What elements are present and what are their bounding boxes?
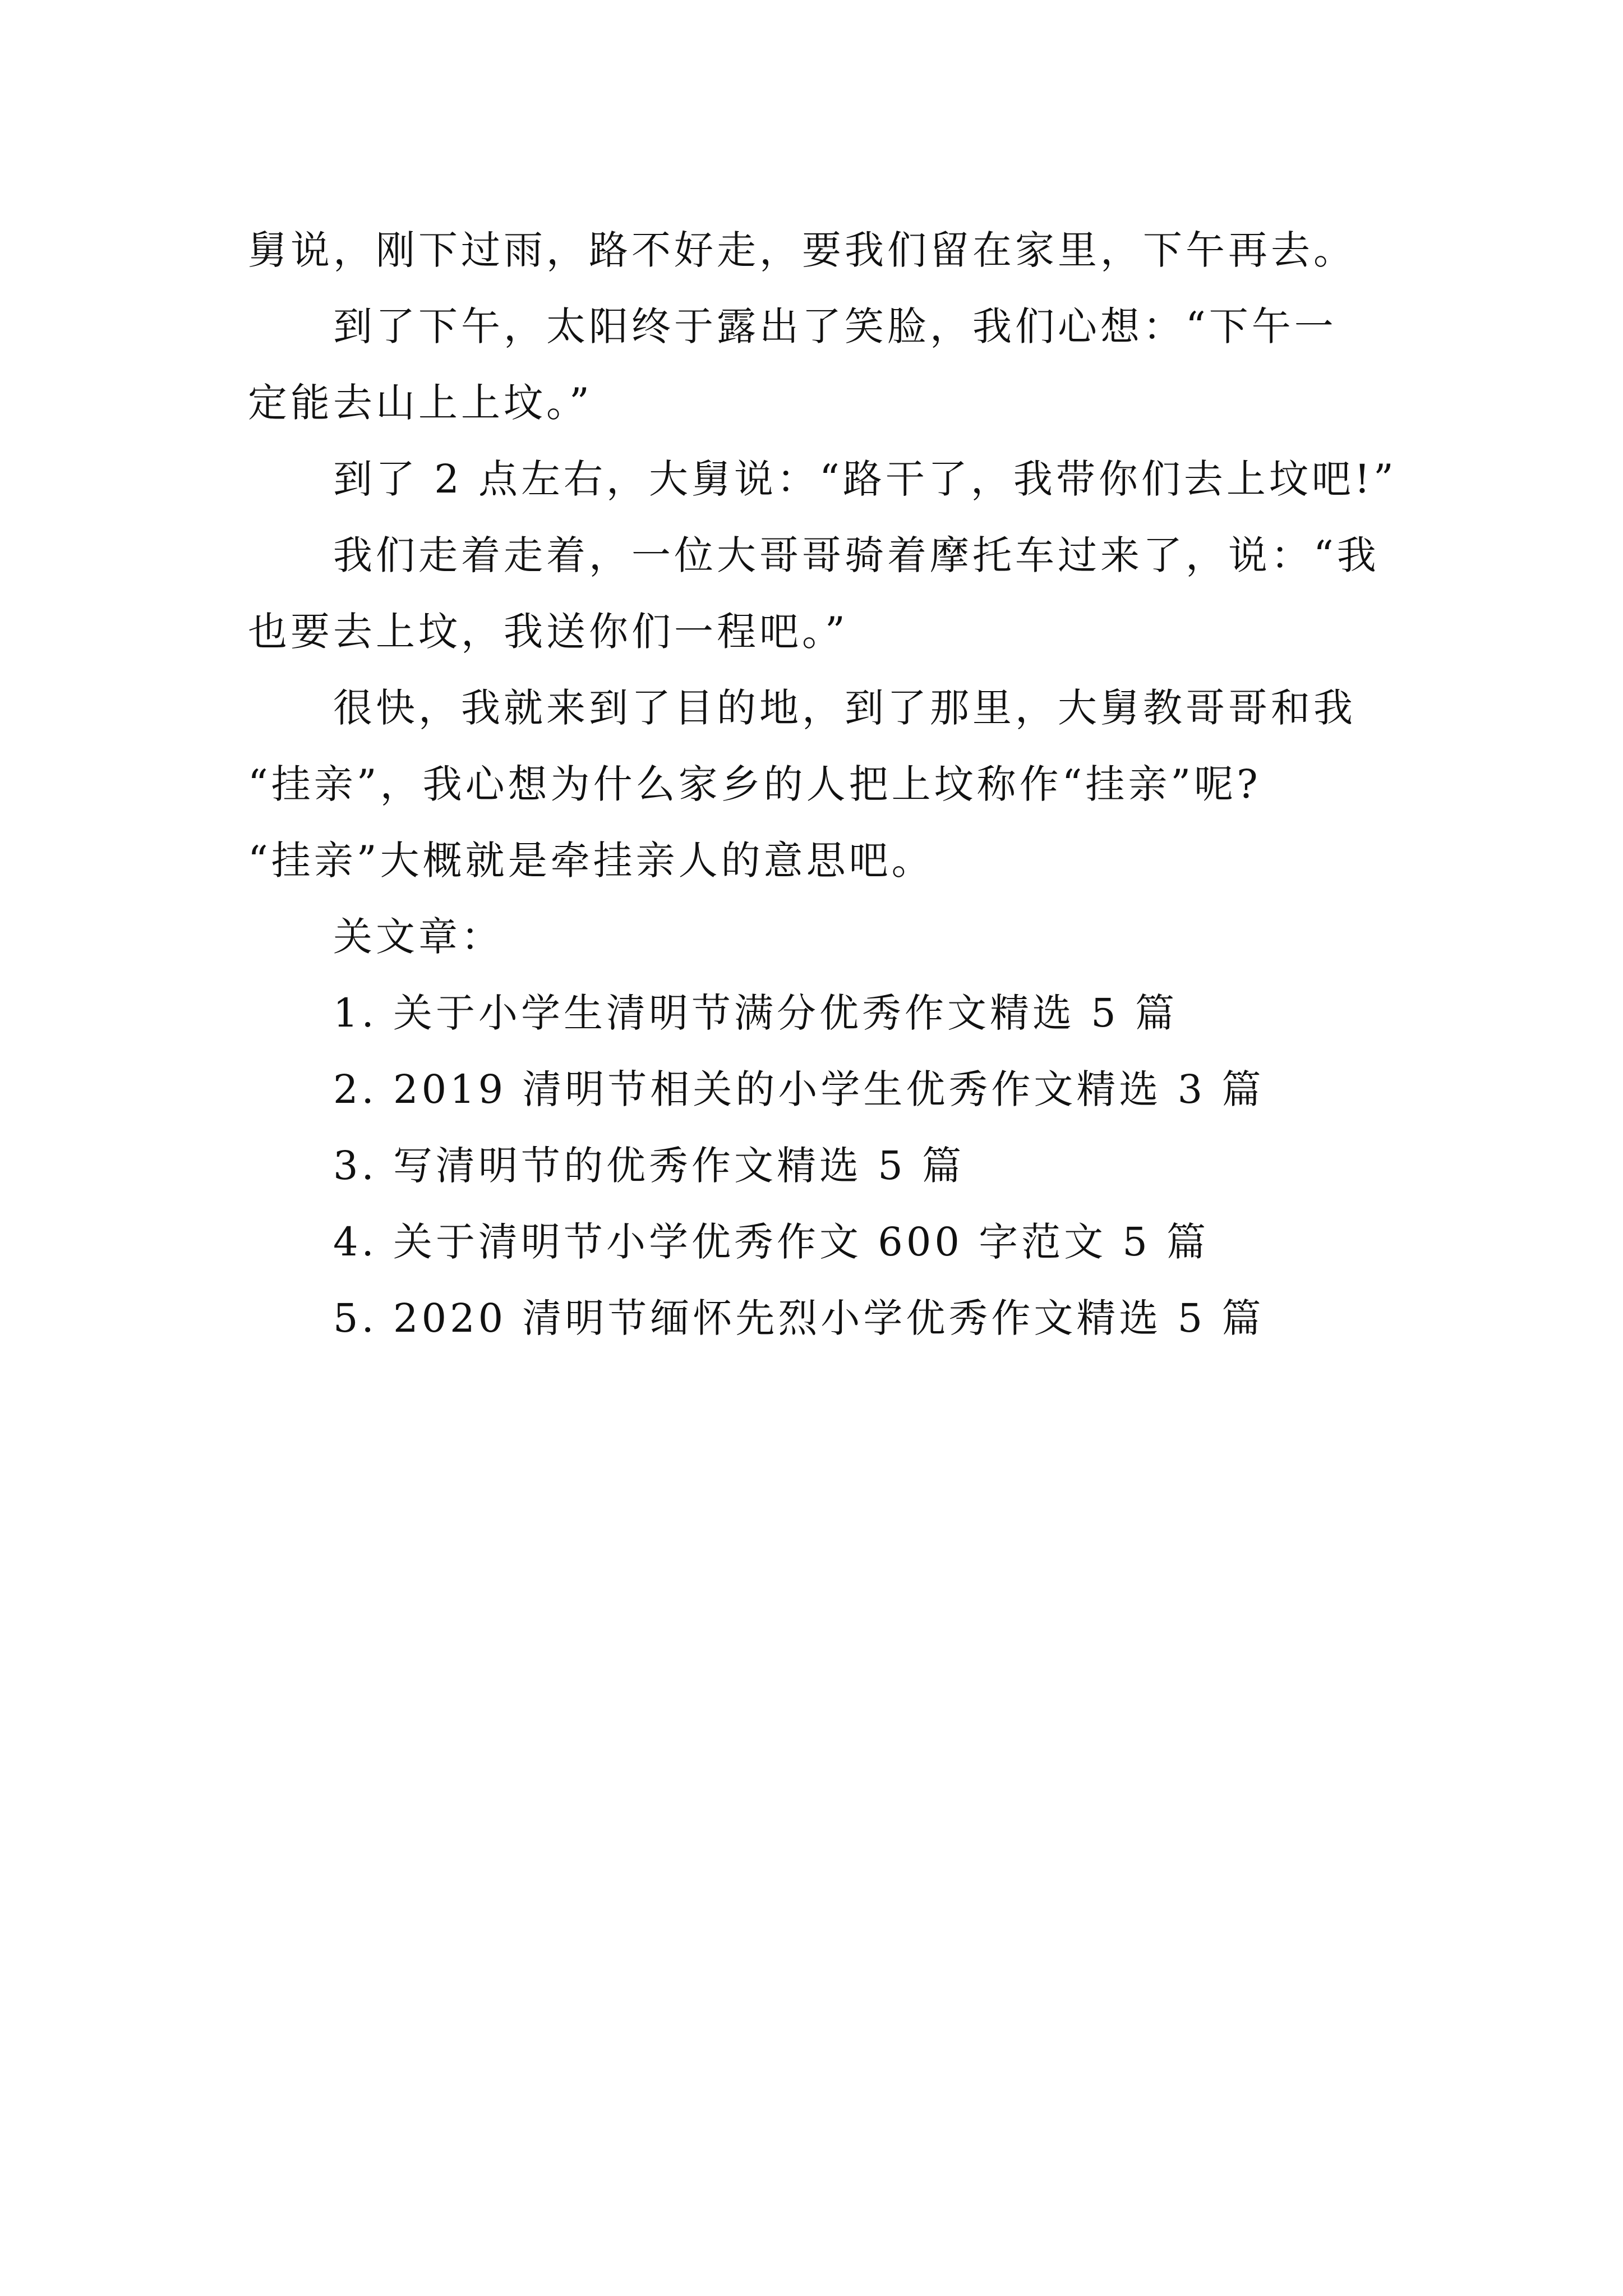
text-line: 舅说，刚下过雨，路不好走，要我们留在家里，下午再去。: [248, 227, 1356, 273]
document-body: [248, 212, 1398, 1356]
text-line: 到了 2 点左右，大舅说：“路干了，我带你们去上坟吧!”: [333, 456, 1397, 502]
related-article-link[interactable]: 5. 2020 清明节缅怀先烈小学优秀作文精选 5 篇: [333, 1295, 1265, 1341]
related-article-link[interactable]: 4. 关于清明节小学优秀作文 600 字范文 5 篇: [333, 1219, 1210, 1265]
text-line: 到了下午，太阳终于露出了笑脸，我们心想：“下午一: [333, 303, 1337, 349]
text-line: “挂亲”大概就是牵挂亲人的意思吧。: [248, 838, 934, 884]
text-line: 定能去山上上坟。”: [248, 380, 593, 426]
related-article-link[interactable]: 1. 关于小学生清明节满分优秀作文精选 5 篇: [333, 990, 1178, 1036]
related-article-link[interactable]: 2. 2019 清明节相关的小学生优秀作文精选 3 篇: [333, 1066, 1265, 1112]
text-line: 我们走着走着，一位大哥哥骑着摩托车过来了，说：“我: [333, 532, 1380, 578]
related-articles-heading: 关文章：: [333, 914, 504, 960]
text-line: 很快，我就来到了目的地，到了那里，大舅教哥哥和我: [333, 685, 1356, 731]
text-line: 也要去上坟，我送你们一程吧。”: [248, 609, 849, 655]
related-articles: [248, 899, 1398, 1356]
paragraph: [248, 212, 1398, 288]
paragraph: [248, 670, 1398, 899]
text-line: “挂亲”，我心想为什么家乡的人把上坟称作“挂亲”呢?: [248, 761, 1261, 807]
paragraph: [248, 288, 1398, 441]
paragraph: [248, 441, 1398, 517]
related-article-link[interactable]: 3. 写清明节的优秀作文精选 5 篇: [333, 1143, 965, 1189]
paragraph: [248, 517, 1398, 670]
